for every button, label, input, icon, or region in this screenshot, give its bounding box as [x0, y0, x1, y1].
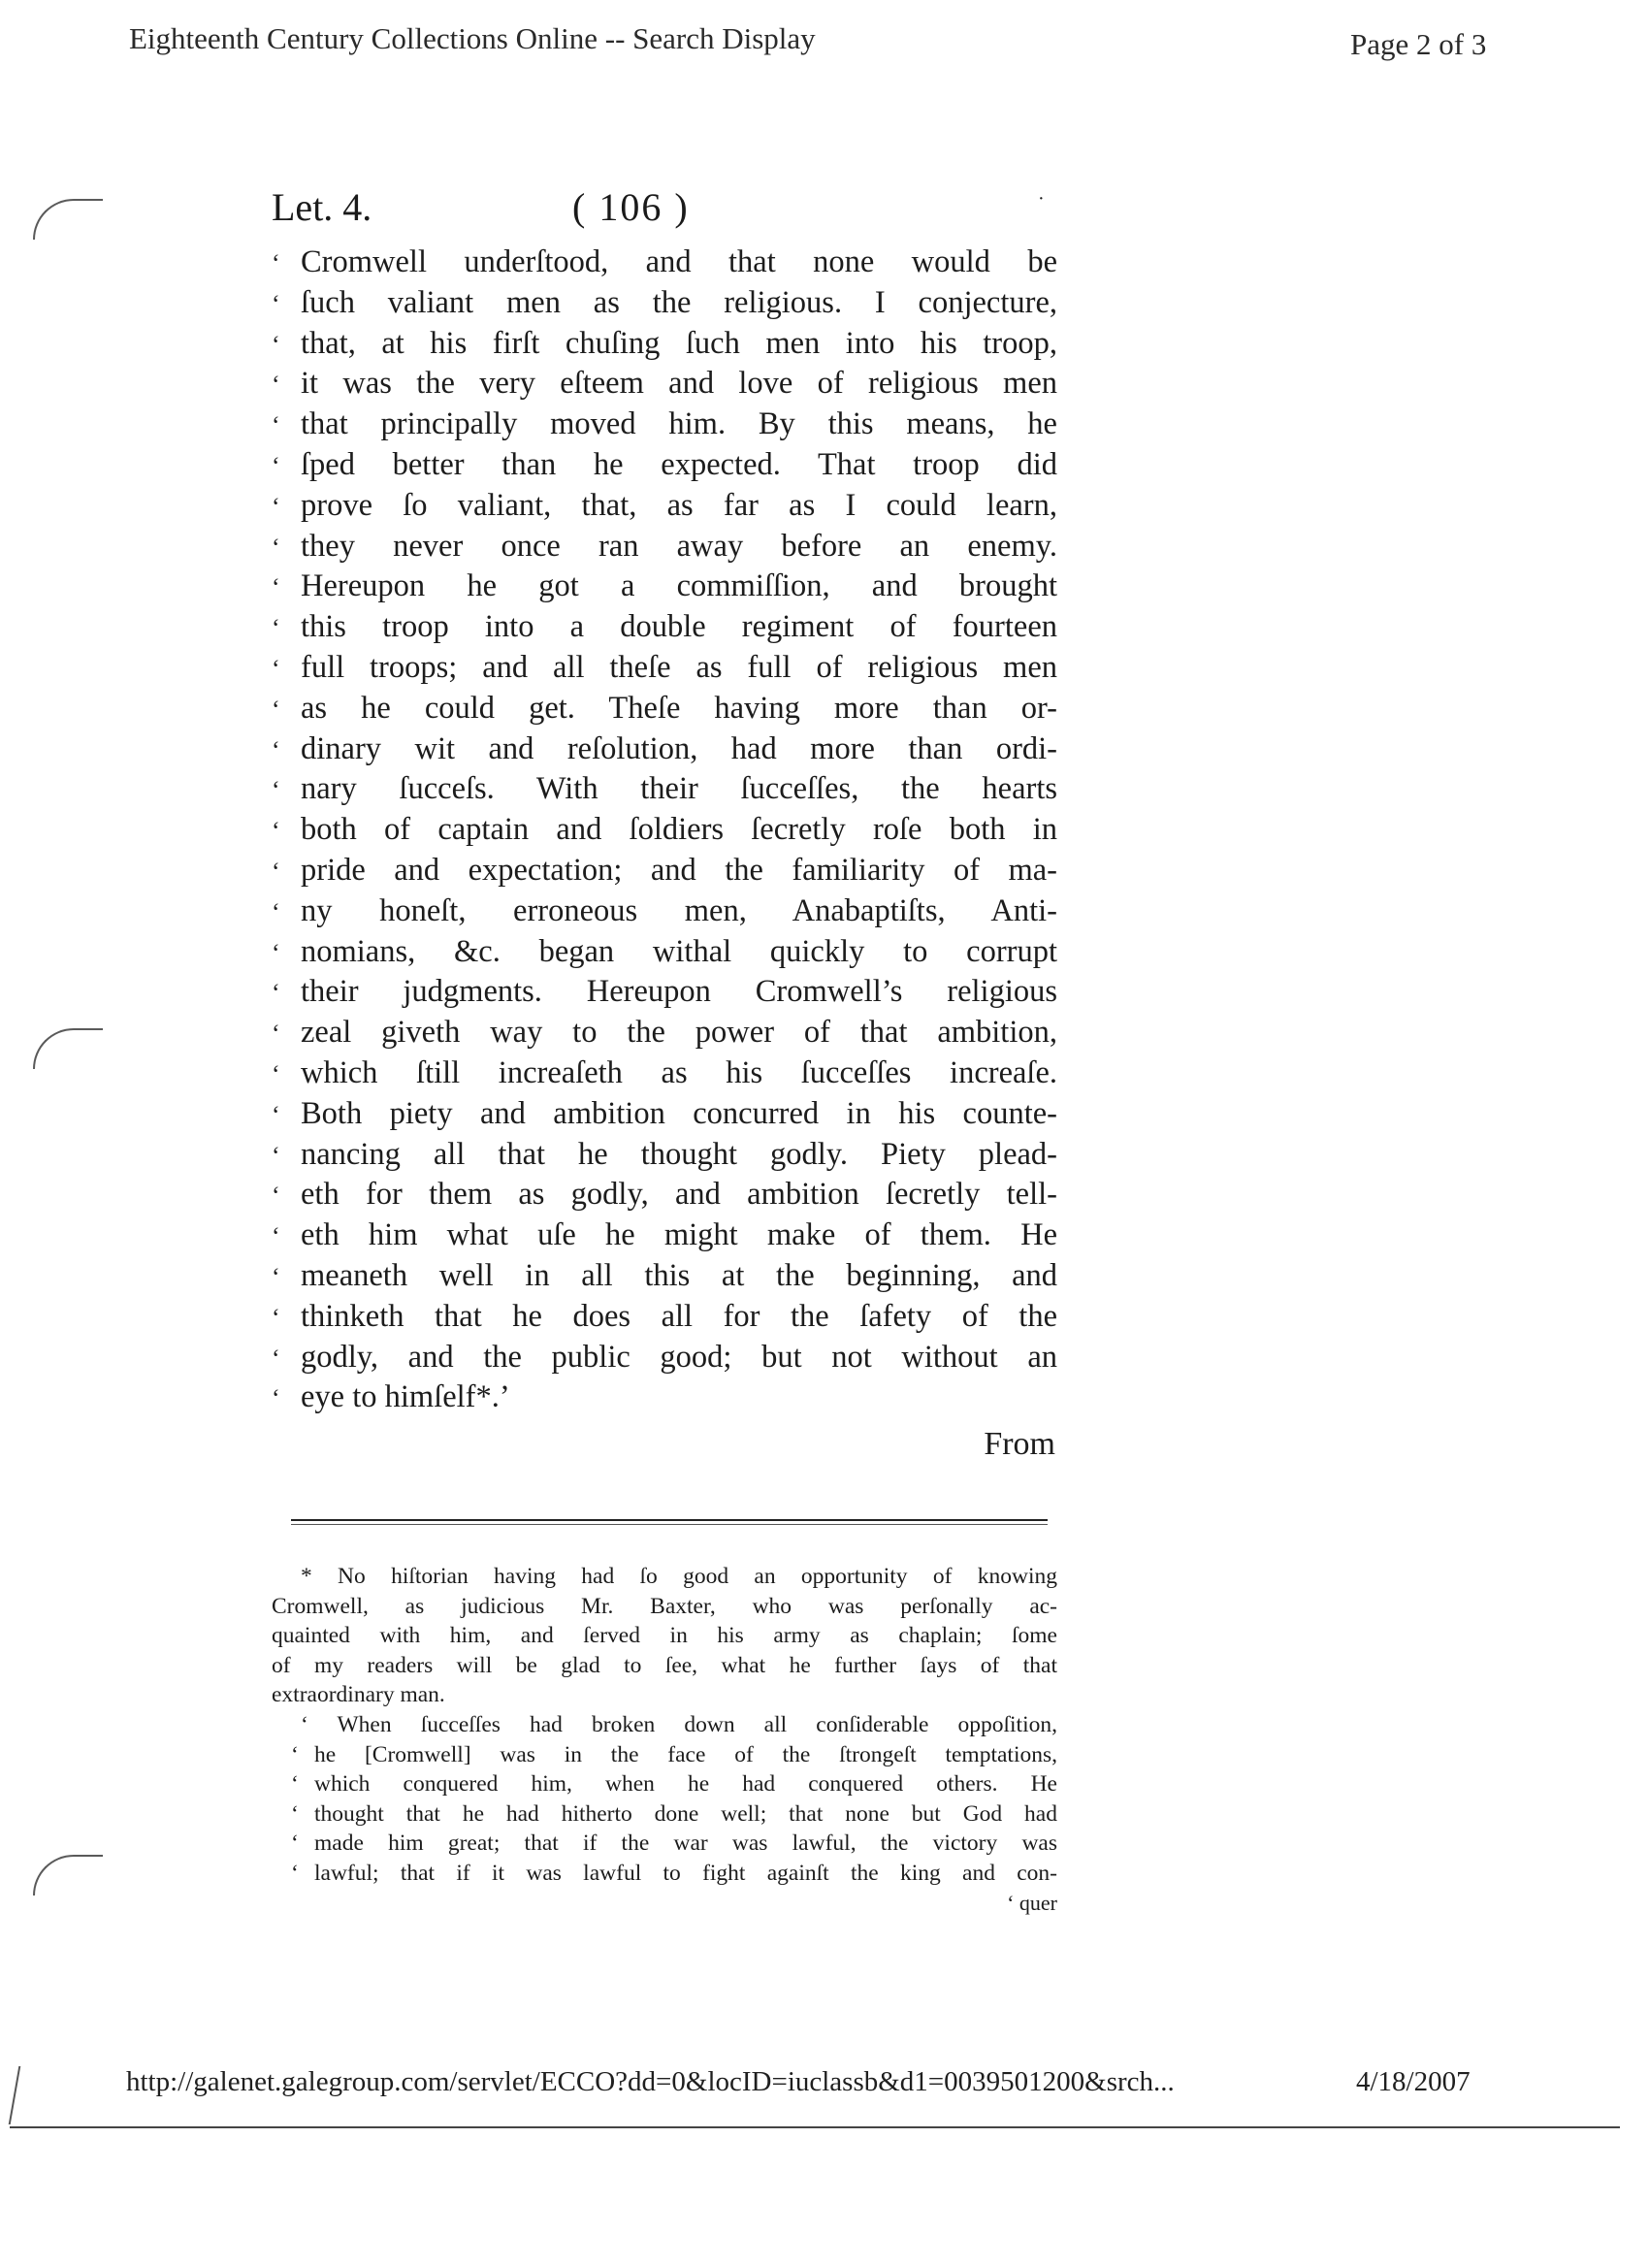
text-line	[272, 1338, 1057, 1378]
line-text: ſped better than he expected. That troop did	[301, 446, 1057, 482]
text-line	[272, 972, 1057, 1013]
quotation-mark: ‘	[272, 1344, 280, 1373]
line-text: that principally moved him. By this means, he	[301, 406, 1057, 442]
text-line	[272, 648, 1057, 689]
quotation-mark: ‘	[272, 249, 280, 277]
quotation-mark: ‘	[272, 695, 280, 724]
footnote-line	[272, 1651, 1057, 1681]
punch-hole-mark	[33, 1028, 103, 1069]
text-line	[272, 405, 1057, 445]
quotation-mark: ‘	[272, 1182, 280, 1211]
line-text: thinketh that he does all for the ſafety of the	[301, 1298, 1057, 1334]
text-line	[272, 1297, 1057, 1338]
quotation-mark: ‘	[272, 533, 280, 562]
text-line	[272, 1377, 1057, 1418]
text-line	[272, 445, 1057, 486]
line-text: meaneth well in all this at the beginning, and	[301, 1257, 1057, 1293]
line-text: this troop into a double regiment of fourteen	[301, 609, 1057, 645]
quotation-mark: ‘	[272, 897, 280, 926]
quotation-mark: ‘	[291, 1800, 299, 1827]
punch-hole-mark	[33, 1855, 103, 1895]
quotation-mark: ‘	[291, 1861, 299, 1887]
line-text: Both piety and ambition concurred in his counte-	[301, 1095, 1057, 1131]
footer-rule	[10, 2126, 1620, 2128]
line-text: that, at his firſt chuſing ſuch men into his troop,	[301, 325, 1057, 361]
line-text: their judgments. Hereupon Cromwell’s religious	[301, 974, 1057, 1010]
footnote-text: thought that he had hitherto done well; that none but God had	[314, 1800, 1057, 1827]
text-line	[272, 243, 1057, 283]
line-text: eth for them as godly, and ambition ſecretly tell-	[301, 1177, 1057, 1213]
line-text: as he could get. Theſe having more than or-	[301, 690, 1057, 726]
footnote-line	[272, 1710, 1057, 1740]
footnote-line	[272, 1859, 1057, 1889]
quotation-mark: ‘	[291, 1831, 299, 1857]
line-text: Hereupon he got a commiſſion, and brought	[301, 568, 1057, 604]
line-text: nomians, &c. began withal quickly to corrupt	[301, 933, 1057, 969]
quotation-mark: ‘	[272, 979, 280, 1008]
quotation-mark: ‘	[272, 857, 280, 886]
quotation-mark: ‘	[272, 371, 280, 400]
quotation-mark: ‘	[272, 614, 280, 643]
text-line	[272, 810, 1057, 851]
quotation-mark: ‘	[272, 938, 280, 967]
quotation-mark: ‘	[272, 451, 280, 480]
text-line	[272, 891, 1057, 932]
text-line	[272, 364, 1057, 405]
footnote-line	[272, 1562, 1057, 1592]
footnote-catchword: ‘ quer	[1007, 1890, 1057, 1915]
footnote-line	[272, 1621, 1057, 1651]
footnote-line	[272, 1769, 1057, 1799]
line-text: dinary wit and reſolution, had more than ordi-	[301, 730, 1057, 766]
line-text: eth him what uſe he might make of them. He	[301, 1217, 1057, 1253]
footnote-text: made him great; that if the war was lawful, the victory was	[314, 1831, 1057, 1857]
quotation-mark: ‘	[272, 573, 280, 602]
footnote-text: of my readers will be glad to ſee, what he further ſays of that	[272, 1652, 1057, 1678]
quotation-mark: ‘	[272, 654, 280, 683]
line-text: Cromwell underſtood, and that none would be	[301, 244, 1057, 279]
print-header-title: Eighteenth Century Collections Online -- Search Display	[129, 21, 816, 55]
line-text: ſuch valiant men as the religious. I conjecture,	[301, 284, 1057, 320]
footnote	[272, 1562, 1057, 1889]
line-text: godly, and the public good; but not without an	[301, 1339, 1057, 1375]
text-line	[272, 283, 1057, 324]
footnote-rule	[291, 1519, 1048, 1521]
line-text: nancing all that he thought godly. Piety plead-	[301, 1136, 1057, 1172]
line-text: nary ſucceſs. With their ſucceſſes, the hearts	[301, 771, 1057, 807]
quotation-mark: ‘	[291, 1741, 299, 1767]
catchword: From	[984, 1426, 1055, 1463]
text-line	[272, 1094, 1057, 1135]
text-line	[272, 486, 1057, 527]
text-line	[272, 851, 1057, 891]
punch-hole-mark	[33, 199, 103, 240]
line-text: they never once ran away before an enemy.	[301, 528, 1057, 564]
line-text: prove ſo valiant, that, as far as I could learn,	[301, 487, 1057, 523]
quotation-mark: ‘	[272, 411, 280, 440]
text-line	[272, 729, 1057, 770]
print-page-count: Page 2 of 3	[1350, 27, 1487, 61]
text-line	[272, 769, 1057, 810]
quotation-mark: ‘	[272, 1100, 280, 1129]
text-line	[272, 932, 1057, 973]
footnote-text: he [Cromwell] was in the face of the ſtrongeſt temptations,	[314, 1741, 1057, 1767]
footnote-line	[272, 1740, 1057, 1770]
line-text: it was the very eſteem and love of religious men	[301, 366, 1057, 402]
line-text: ny honeſt, erroneous men, Anabaptiſts, Anti-	[301, 892, 1057, 928]
scan-edge-mark	[0, 2066, 20, 2124]
line-text: zeal giveth way to the power of that ambition,	[301, 1015, 1057, 1051]
quotation-mark: ‘	[272, 289, 280, 318]
quotation-mark: ‘	[272, 330, 280, 359]
footnote-line	[272, 1680, 1057, 1710]
text-line	[272, 527, 1057, 567]
footnote-text: ‘ When ſucceſſes had broken down all conſiderable oppoſition,	[301, 1712, 1057, 1738]
quotation-mark: ‘	[272, 817, 280, 846]
book-page-number: ( 106 )	[572, 185, 690, 229]
quotation-mark: ‘	[272, 776, 280, 805]
line-text: pride and expectation; and the familiarity of ma-	[301, 852, 1057, 888]
line-text: both of captain and ſoldiers ſecretly roſe both in	[301, 812, 1057, 848]
line-text: eye to himſelf*.’	[301, 1379, 510, 1415]
text-line	[272, 1215, 1057, 1256]
footnote-text: * No hiſtorian having had ſo good an opportunity of knowing	[301, 1564, 1057, 1590]
quotation-mark: ‘	[272, 1222, 280, 1251]
line-text: full troops; and all theſe as full of religious men	[301, 649, 1057, 685]
quotation-mark: ‘	[272, 1141, 280, 1170]
quotation-mark: ‘	[272, 735, 280, 764]
quotation-mark: ‘	[272, 1059, 280, 1088]
print-footer-url: http://galenet.galegroup.com/servlet/ECCO?dd=0&locID=iuclassb&d1=0039501200&srch...	[126, 2066, 1175, 2097]
text-line	[272, 1013, 1057, 1053]
footnote-text: quainted with him, and ſerved in his army as chaplain; ſome	[272, 1623, 1057, 1649]
footnote-line	[272, 1829, 1057, 1859]
body-text	[272, 243, 1057, 1418]
quotation-mark: ‘	[272, 1262, 280, 1291]
quotation-mark: ‘	[272, 1303, 280, 1332]
letter-reference: Let. 4.	[272, 185, 372, 229]
quotation-mark: ‘	[272, 1384, 280, 1413]
footnote-line	[272, 1799, 1057, 1830]
quotation-mark: ‘	[272, 1020, 280, 1049]
text-line	[272, 607, 1057, 648]
print-mark: ·	[1038, 188, 1045, 210]
quotation-mark: ‘	[291, 1771, 299, 1798]
footnote-line	[272, 1592, 1057, 1622]
footnote-text: extraordinary man.	[272, 1682, 445, 1708]
text-line	[272, 324, 1057, 365]
text-line	[272, 1256, 1057, 1297]
line-text: which ſtill increaſeth as his ſucceſſes increaſe.	[301, 1054, 1057, 1090]
footnote-text: which conquered him, when he had conquered others. He	[314, 1771, 1057, 1798]
quotation-mark: ‘	[272, 492, 280, 521]
print-footer-date: 4/18/2007	[1356, 2066, 1471, 2097]
text-line	[272, 689, 1057, 729]
text-line	[272, 567, 1057, 607]
text-line	[272, 1053, 1057, 1094]
scanned-book-page	[272, 184, 1057, 1916]
footnote-text: Cromwell, as judicious Mr. Baxter, who was perſonally ac-	[272, 1593, 1057, 1619]
text-line	[272, 1135, 1057, 1176]
running-head	[272, 184, 1057, 243]
footnote-text: lawful; that if it was lawful to fight againſt the king and con-	[314, 1861, 1057, 1887]
text-line	[272, 1175, 1057, 1215]
